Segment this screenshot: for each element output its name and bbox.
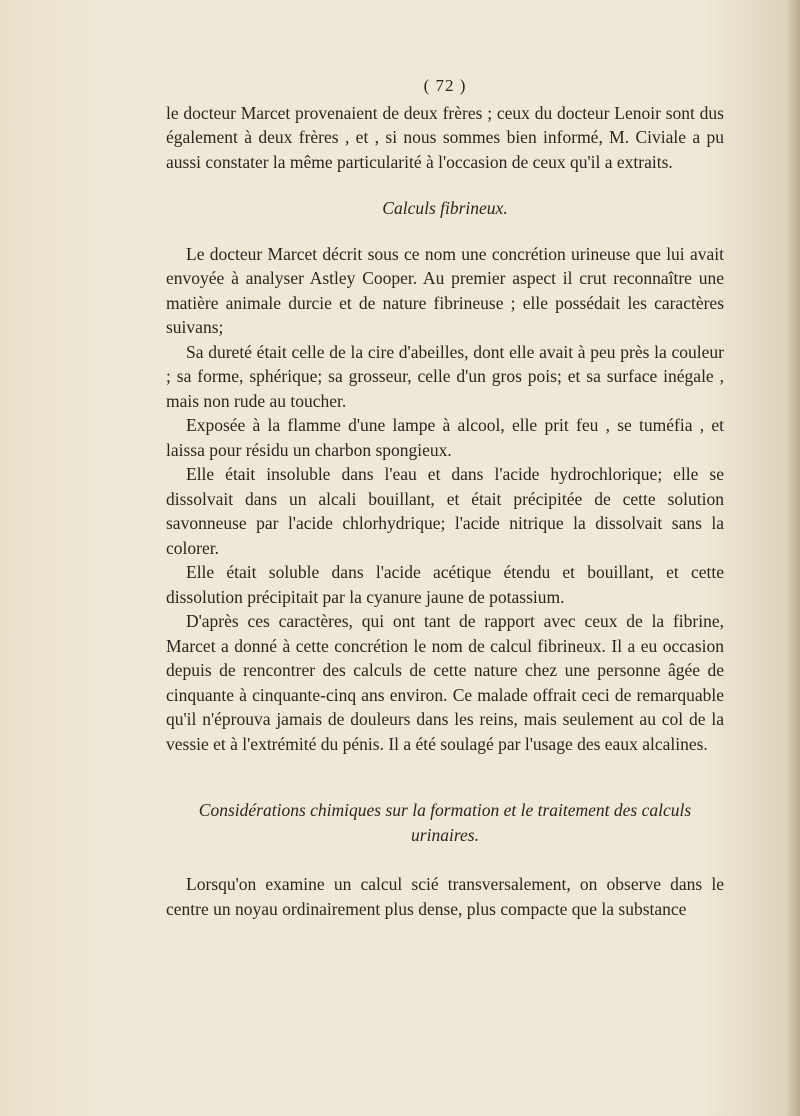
paragraph: Sa dureté était celle de la cire d'abeilles, dont elle avait à peu près la couleur ; sa forme, sphérique; sa grosseur, celle d'un gros pois; et sa surface inégale , mais non rude au toucher. (166, 341, 724, 411)
paragraph: Exposée à la flamme d'une lampe à alcool, elle prit feu , se tuméfia , et laissa pour résidu un charbon spongieux. (166, 415, 724, 460)
paragraph: Le docteur Marcet décrit sous ce nom une concrétion urineuse que lui avait envoyée à analyser Astley Cooper. Au premier aspect il crut reconnaître une matière animale durcie et de nature fibrineuse ; elle possédait les caractères suivans; (166, 243, 724, 337)
paragraph: Elle était soluble dans l'acide acétique étendu et bouillant, et cette dissolution précipitait par la cyanure jaune de potassium. (166, 562, 724, 607)
text-block (166, 74, 724, 921)
paragraph: Lorsqu'on examine un calcul scié transversalement, on observe dans le centre un noyau ordinairement plus dense, plus compacte que la substance (166, 874, 724, 919)
paragraph: D'après ces caractères, qui ont tant de rapport avec ceux de la fibrine, Marcet a donné à cette concrétion le nom de calcul fibrineux. Il a eu occasion depuis de rencontrer des calculs de cette nature chez une personne âgée de cinquante à cinquante-cinq ans environ. Ce malade offrait ceci de remarquable qu'il n'éprouva jamais de douleurs dans les reins, mais seulement au col de la vessie et à l'extrémité du pénis. Il a été soulagé par l'usage des eaux alcalines. (166, 611, 724, 754)
page-number: ( 72 ) (423, 76, 467, 95)
continuation-paragraph: le docteur Marcet provenaient de deux frères ; ceux du docteur Lenoir sont dus également à deux frères , et , si nous sommes bien informé, M. Civiale a pu aussi constater la même particularité à l'occasion de ceux qu'il a extraits. (166, 102, 724, 172)
paragraph: Elle était insoluble dans l'eau et dans l'acide hydrochlorique; elle se dissolvait dans un alcali bouillant, et était précipitée de cette solution savonneuse par l'acide chlorhydrique; l'acide nitrique la dissolvait sans la colorer. (166, 464, 724, 558)
page-edge-shadow (786, 0, 800, 1116)
section-title-calculs-fibrineux: Calculs fibrineux. (382, 198, 508, 218)
section-title-considerations: Considérations chimiques sur la formation et le traitement des calculs urinaires. (198, 800, 692, 845)
